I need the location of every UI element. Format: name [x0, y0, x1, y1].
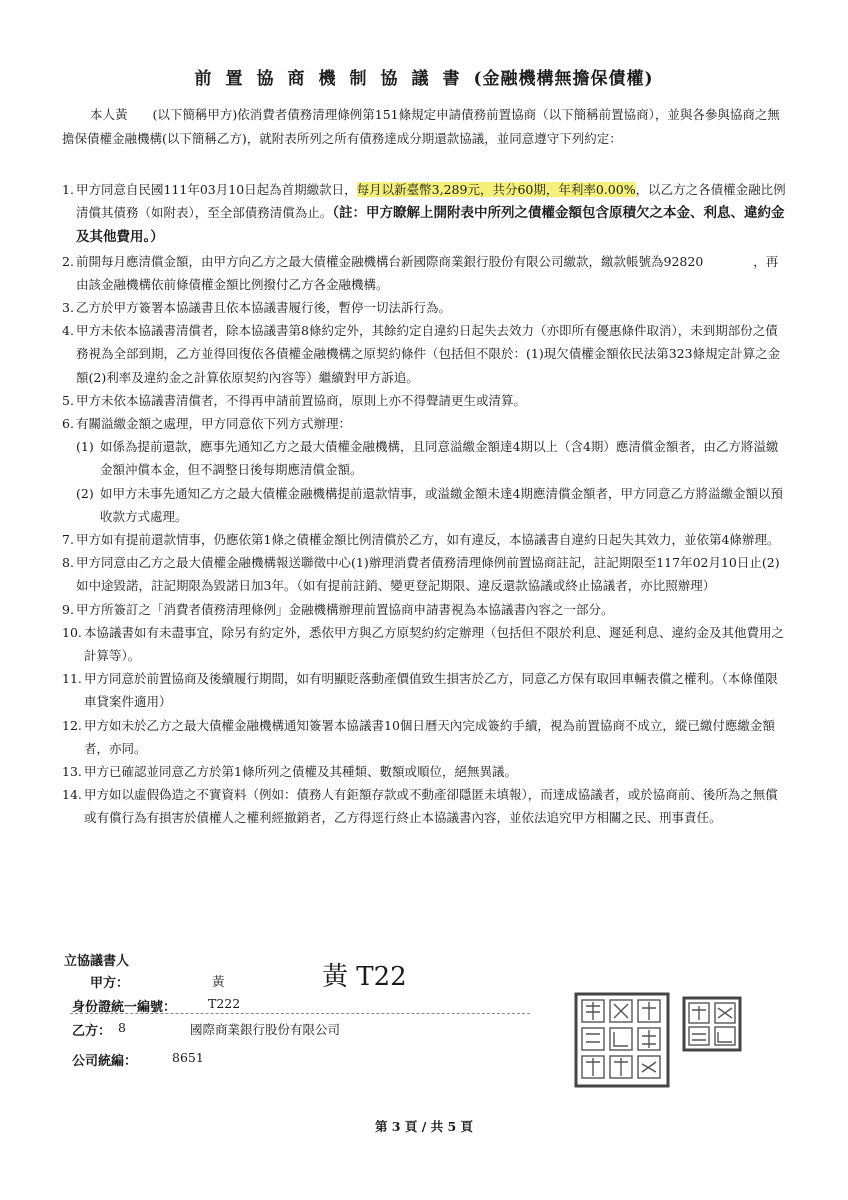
item-number: 11. [62, 671, 82, 687]
party-b-label: 乙方： [72, 1024, 112, 1039]
item-number: 8. [62, 555, 74, 571]
item-text: 乙方於甲方簽署本協議書且依本協議書履行後，暫停一切法訴行為。 [76, 300, 452, 316]
item-number: 14. [62, 787, 82, 803]
item-text: 甲方未依本協議書清償者，除本協議書第8條約定外，其餘約定自違約日起失去效力（亦即所有優惠條件取消），未到期部份之債務視為全部到期，乙方並得回復依各債權金融機構之原契約條件（包括但不限於：(1)現欠債權金額依民法第323條規定計算之金額(2)利率及違約金之計算依原契約內容等）繼續對甲方訴追。 [76, 323, 781, 385]
item-number: (1) [76, 439, 94, 455]
item-number: 1. [62, 182, 74, 197]
item-text: 如係為提前還款，應事先通知乙方之最大債權金融機構，且同意溢繳金額達4期以上（含4期）應清償金額者，由乙方將溢繳金額沖償本金，但不調整日後每期應清償金額。 [100, 439, 779, 478]
item-text: 甲方同意由乙方之最大債權金融機構報送聯徵中心(1)辦理消費者債務清理條例前置協商註記，註記期限至117年02月10日止(2)如中途毀諾，註記期限為毀諾日加3年。（如有提前註銷、變更登記期限、違反還款協議或終止協議者，亦比照辦理） [76, 555, 780, 594]
party-b-prefix: 8 [118, 1020, 126, 1035]
item-number: 10. [62, 624, 82, 640]
item-number: 5. [62, 392, 74, 408]
intro-text: 本人黃 (以下簡稱甲方)依消費者債務清理條例第151條規定申請債務前置協商（以下簡稱前置協商），並與各參與協商之無擔保債權金融機構(以下簡稱乙方)，就附表所列之所有債務達成分期還款協議，並同意遵守下列約定： [62, 107, 780, 146]
signatory-heading: 立協議書人 [64, 954, 130, 969]
item-number: (2) [76, 485, 94, 501]
intro-paragraph [62, 103, 782, 151]
handwritten-signature: 黃 T22 [322, 962, 407, 992]
item-text: 有關溢繳金額之處理，甲方同意依下列方式辦理： [76, 416, 352, 432]
item-text: 本協議書如有未盡事宜，除另有約定外，悉依甲方與乙方原契約約定辦理（包括但不限於利息、遲延利息、違約金及其他費用之計算等）。 [84, 624, 785, 664]
item-note: （註：甲方瞭解上開附表中所列之債權金額包含原積欠之本金、利息、違約金及其他費用。） [76, 205, 785, 246]
item-12 [62, 714, 786, 760]
item-13 [62, 760, 786, 783]
item-text: ，以乙方之各債權金融比例清償其債務（如附表），至全部債務清償為止。 [76, 182, 786, 221]
item-number: 9. [62, 601, 74, 617]
company-number-value: 8651 [172, 1050, 204, 1065]
item-6-sub-1 [62, 435, 786, 481]
item-number: 6. [62, 416, 74, 432]
item-number: 4. [62, 323, 74, 339]
item-10 [62, 621, 786, 667]
item-2 [62, 250, 786, 296]
item-1 [62, 178, 786, 250]
item-text: 甲方如以虛假偽造之不實資料（例如：債務人有鉅額存款或不動產卻隱匿未填報），而達成協議者，或於協商前、後所為之無償或有償行為有損害於債權人之權利經撤銷者，乙方得逕行終止本協議書內容，並依法追究甲方相關之民、刑事責任。 [84, 787, 778, 826]
item-text: 如甲方未事先通知乙方之最大債權金融機構提前還款情事，或溢繳金額未達4期應清償金額者，甲方同意乙方將溢繳金額以預收款方式處理。 [100, 485, 783, 524]
item-text: 甲方所簽訂之「消費者債務清理條例」金融機構辦理前置協商申請書視為本協議書內容之一部分。 [76, 601, 614, 617]
item-14 [62, 783, 786, 829]
title-suffix: (金融機構無擔保債權) [473, 69, 654, 89]
item-text: 甲方同意於前置協商及後續履行期間，如有明顯貶落動產價值致生損害於乙方，同意乙方保有取回車輛表償之權利。（本條僅限車貸案件適用） [84, 671, 778, 710]
item-11 [62, 667, 786, 713]
item-text: 甲方未依本協議書清償者，不得再申請前置協商，原則上亦不得聲請更生或清算。 [76, 392, 527, 408]
item-text: 甲方已確認並同意乙方於第1條所列之債權及其種類、數額或順位，絕無異議。 [84, 764, 517, 780]
item-number: 3. [62, 300, 74, 316]
item-3 [62, 296, 786, 319]
company-number-label: 公司統編： [72, 1054, 138, 1069]
item-4 [62, 319, 786, 389]
item-8 [62, 551, 786, 597]
party-a-label: 甲方： [90, 976, 130, 991]
id-number-label: 身份證統一編號： [72, 1000, 177, 1015]
bank-seal-stamp [574, 992, 670, 1088]
item-6 [62, 412, 786, 435]
party-b-value: 國際商業銀行股份有限公司 [190, 1022, 341, 1037]
item-text: 前開每月應清償金額，由甲方向乙方之最大債權金融機構台新國際商業銀行股份有限公司繳款，繳款帳號為92820 ，再由該金融機構依前條債權金額比例撥付乙方各金融機構。 [76, 253, 779, 292]
highlighted-terms: 每月以新臺幣3,289元，共分60期，年利率0.00% [356, 182, 636, 197]
item-number: 7. [62, 532, 74, 548]
item-number: 12. [62, 717, 82, 733]
document-title [0, 64, 848, 89]
item-6-sub-2 [62, 482, 786, 528]
item-number: 13. [62, 764, 82, 780]
item-7 [62, 528, 786, 551]
item-text: 甲方同意自民國111年03月10日起為首期繳款日， [76, 182, 357, 197]
signature-divider [70, 1013, 530, 1014]
item-5 [62, 389, 786, 412]
item-number: 2. [62, 253, 74, 269]
party-a-value: 黃 [212, 974, 225, 989]
id-number-value: T222 [208, 996, 241, 1011]
title-main: 前置協商機制協議書 [194, 69, 474, 89]
item-text: 甲方如有提前還款情事，仍應依第1條之債權金額比例清償於乙方，如有違反，本協議書自違約日起失其效力，並依第4條辦理。 [76, 532, 780, 548]
page-number: 第 3 頁 / 共 5 頁 [374, 1119, 474, 1134]
item-text: 甲方如未於乙方之最大債權金融機構通知簽署本協議書10個日曆天內完成簽約手續，視為前置協商不成立，縱已繳付應繳金額者，亦同。 [84, 717, 775, 756]
representative-seal-stamp [682, 996, 742, 1052]
item-9 [62, 598, 786, 621]
agreement-items [62, 178, 786, 830]
